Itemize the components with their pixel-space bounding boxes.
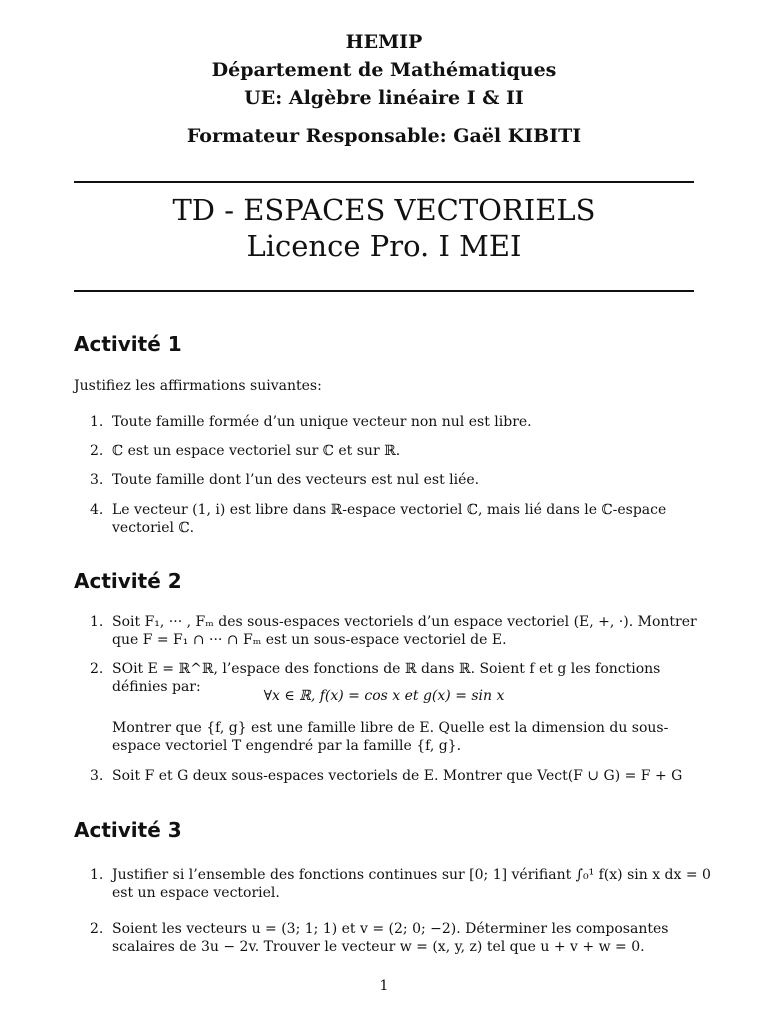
activity-1-intro: Justifiez les affirmations suivantes:	[74, 378, 322, 394]
list-item: 3. Toute famille dont l’un des vecteurs est nul est liée.	[90, 472, 480, 488]
activity-2-heading: Activité 2	[74, 569, 182, 593]
department-name: Département de Mathématiques	[211, 59, 557, 81]
title-line-1: TD - ESPACES VECTORIELS	[172, 193, 596, 227]
bottom-rule	[74, 290, 694, 292]
list-item: 2. ℂ est un espace vectoriel sur ℂ et sur ℝ.	[90, 443, 401, 459]
activity-1-heading: Activité 1	[74, 332, 182, 356]
list-item: 1. Justifier si l’ensemble des fonctions continues sur [0; 1] vérifiant ∫₀¹ f(x) sin x dx = 0 est un espace vectoriel.	[90, 867, 711, 901]
title-line-2: Licence Pro. I MEI	[246, 229, 522, 263]
trainer-name: Formateur Responsable: Gaël KIBITI	[186, 125, 582, 147]
list-item: 2. Soient les vecteurs u = (3; 1; 1) et v = (2; 0; −2). Déterminer les composantes scalaires de 3u − 2v. Trouver le vecteur w = (x, y, z) tel que u + v + w = 0.	[90, 921, 669, 955]
top-rule	[74, 181, 694, 183]
list-item: 4. Le vecteur (1, i) est libre dans ℝ-espace vectoriel ℂ, mais lié dans le ℂ-espace vectoriel ℂ.	[90, 502, 667, 536]
course-name: UE: Algèbre linéaire I & II	[244, 87, 524, 109]
document-title	[0, 192, 768, 264]
list-item: 3. Soit F et G deux sous-espaces vectoriels de E. Montrer que Vect(F ∪ G) = F + G	[90, 768, 683, 784]
list-item-followup: Montrer que {f, g} est une famille libre de E. Quelle est la dimension du sous-espace vectoriel T engendré par la famille {f, g}.	[112, 720, 669, 754]
page-number: 1	[379, 978, 389, 994]
activity-3-heading: Activité 3	[74, 818, 182, 842]
institution-name: HEMIP	[345, 31, 423, 53]
list-item: 2. SOit E = ℝ^ℝ, l’espace des fonctions de ℝ dans ℝ. Soient f et g les fonctions définies par:	[90, 661, 661, 695]
list-item: 1. Toute famille formée d’un unique vecteur non nul est libre.	[90, 414, 532, 430]
formula-cos-sin: ∀x ∈ ℝ, f(x) = cos x et g(x) = sin x	[263, 688, 505, 704]
header-block	[0, 28, 768, 150]
list-item: 1. Soit F₁, ··· , Fₘ des sous-espaces vectoriels d’un espace vectoriel (E, +, ·). Montrer que F = F₁ ∩ ··· ∩ Fₘ est un sous-espace vectoriel de E.	[90, 614, 697, 648]
